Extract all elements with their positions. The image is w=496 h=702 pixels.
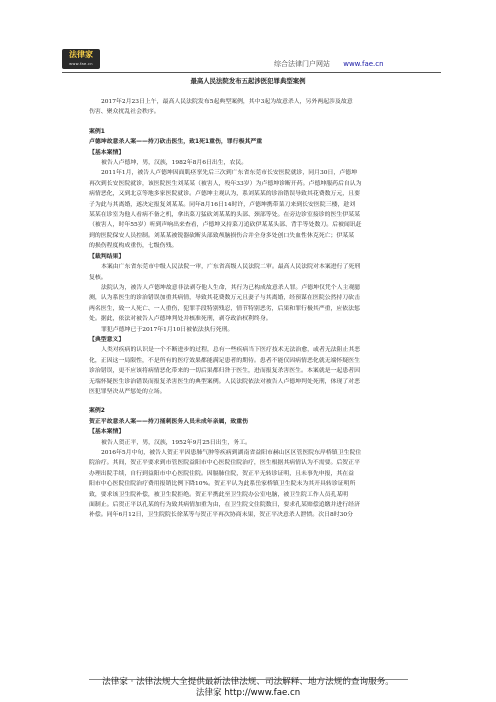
paragraph-line: 面制止。后贺正平以孔某的行为致其病情加重为由，在卫生院文住院数日，要求孔某赔偿追缴并进行经济	[89, 502, 360, 509]
paragraph-line: 再次到长安医院就诊，该医院医生刘某某（被害人，殁年33岁）为卢德坤诊断开药。卢德坤服药后自认为	[89, 180, 362, 187]
case-heading: 案例1	[89, 128, 105, 135]
paragraph-line: 阳市中心医院住院治疗费用报销比例下降10%。贺正平认为此系岳家桥镇卫生院未为其开具转诊证明所	[89, 481, 356, 488]
intro-line: 伤害、聚众扰乱社会秩序。	[89, 109, 160, 116]
document-title: 最高人民法院发布五起涉医犯罪典型案例	[190, 77, 306, 85]
paragraph-line: 子为此与其离婚，遂决定报复刘某某。同年8月16日14时许，卢德坤携带菜刀来到长安医院三楼，趁刘	[89, 201, 356, 208]
paragraph-line: 两名医生，致一人死亡、一人重伤，犯罪手段特别残忍，情节特别恶劣，后果和罪行极其严重，应依法惩	[89, 305, 360, 312]
case-heading: 案例2	[89, 408, 105, 415]
paragraph-line: 无端怀疑医生诊治错误而报复杀害医生的典型案例。人民法院依法对被告人卢德坤判处死刑，体现了对恶	[89, 378, 360, 385]
paragraph-line: 本案由广东省东莞市中级人民法院一审，广东省高级人民法院二审。最高人民法院对本案进行了死刑	[101, 264, 361, 271]
paragraph-line: 处。据此，依法对被告人卢德坤判处并核准死刑，剥夺政治权利终身。	[89, 316, 272, 323]
paragraph-line: 人类对疾病的认识是一个不断进步的过程，总有一些疾病当下医疗技术无法治愈，或者无法阻止其恶	[101, 347, 361, 354]
logo-subtext: www.fae.cn	[69, 62, 93, 66]
portal-header	[274, 59, 384, 69]
paragraph-line: 某某在诊室为他人看病不备之机，拿出菜刀猛砍刘某某的头部、颈部等处。在旁边诊室接诊的医生伊某某	[89, 212, 360, 219]
paragraph-line: 测，认为系医生的诊治错误加重其病情，导致其花费数万元且妻子与其离婚，经预谋在医院公然持刀砍击	[89, 295, 360, 302]
paragraph-line: 罪犯卢德坤已于2017年1月10日被依法执行死刑。	[101, 326, 234, 333]
section-heading: 【基本案情】	[89, 429, 125, 436]
site-logo[interactable]	[62, 49, 100, 69]
paragraph-line: 致，要求该卫生院补偿，被卫生院拒绝。贺正平携此至卫生院办公室电脑，被卫生院工作人员孔某明	[89, 491, 349, 498]
paragraph-line: 2016年5月中旬，被告人贺正平因患肺气肿等疾病到湖南省益阳市赫山区区管医院东岸桥镇卫生院住	[101, 450, 362, 456]
section-heading: 【基本案情】	[89, 149, 125, 156]
header-divider	[62, 72, 441, 73]
paragraph-line: 补偿。同年6月12日，卫生院院长徐某等与贺正平再次协商未果，贺正平决意杀人泄愤。次日8时30分	[89, 512, 354, 519]
paragraph-line: 复核。	[89, 274, 107, 281]
footer-line: 法律家 · 法律法规大全提供最新法律法规、司法解释、地方法规的查询服务。	[102, 677, 394, 687]
case-title: 卢德坤故意杀人案——持刀砍击医生，致1死1重伤，罪行极其严重	[89, 139, 263, 146]
paragraph-line: 病情恶化，又到北京等地多家医院就诊。卢德坤主观认为，系刘某某的诊治错误导致其花费数万元，且要	[89, 191, 360, 198]
intro-line: 2017年2月23日上午，最高人民法院发布5起典型案例，其中3起为故意杀人，另外两起涉及故意	[101, 99, 353, 105]
paragraph-line: 的损伤程度构成重伤，七级伤残。	[89, 243, 178, 250]
paragraph-line: 2011年1月，被告人卢德坤因面肌痉挛先后三次到广东省东莞市长安医院就诊，同月30日，卢德坤	[101, 170, 357, 177]
paragraph-line: 院治疗。其间，贺正平要求到市管医院益阳市中心医院住院治疗，医生根据其病情认为不需要。后贺正平	[89, 460, 360, 467]
portal-name: 综合法律门户网站	[274, 60, 330, 68]
footer-link[interactable]: 法律家 http://www.fae.cn	[195, 687, 301, 698]
document-body	[89, 97, 405, 521]
paragraph-line: 被告人贺正平，男，汉族，1952年9月25日出生，务工。	[101, 439, 251, 446]
section-heading: 【裁判结果】	[89, 253, 125, 260]
paragraph-line: 化，正因这一局限性，不是所有的医疗效果都能满足患者的期待。患者不能仅因病情恶化就无端怀疑医生	[89, 357, 360, 364]
paragraph-line: （被害人，时年55岁）听到声响出来查看，卢德坤又持菜刀追砍伊某某头部、背手等处数刀。后被闻讯赶	[89, 222, 362, 229]
portal-url-link[interactable]: www.fae.cn	[343, 60, 384, 68]
paragraph-line: 医犯罪坚决从严惩处的立场。	[89, 388, 166, 395]
paragraph-line: 被告人卢德坤，男，汉族，1982年8月6日出生，农民。	[101, 160, 248, 167]
paragraph-line: 诊治错误，更不应该将病情恶化带来的一切后果都归咎于医生，进而报复杀害医生。本案就是一起患者因	[89, 368, 360, 375]
page-footer	[0, 677, 496, 698]
section-heading: 【典型意义】	[89, 336, 125, 343]
paragraph-line: 法院认为，被告人卢德坤故意非法剥夺他人生命，其行为已构成故意杀人罪。卢德坤仅凭个人主观臆	[101, 284, 361, 291]
paragraph-line: 办理出院手续，自行到益阳市中心医院住院。因膈肺住院，贺正平无转诊证明，且未事先申报，其在益	[89, 470, 355, 477]
paragraph-line: 到的医院保安人员控制。刘某某被锐器砍断头部致颅脑损伤合并全身多处创口失血性休克死亡；伊某某	[89, 232, 355, 239]
case-title: 贺正平故意杀人案——持刀捅刺医务人员未成年亲属，致重伤	[89, 418, 249, 425]
logo-text: 法律家	[69, 50, 93, 59]
